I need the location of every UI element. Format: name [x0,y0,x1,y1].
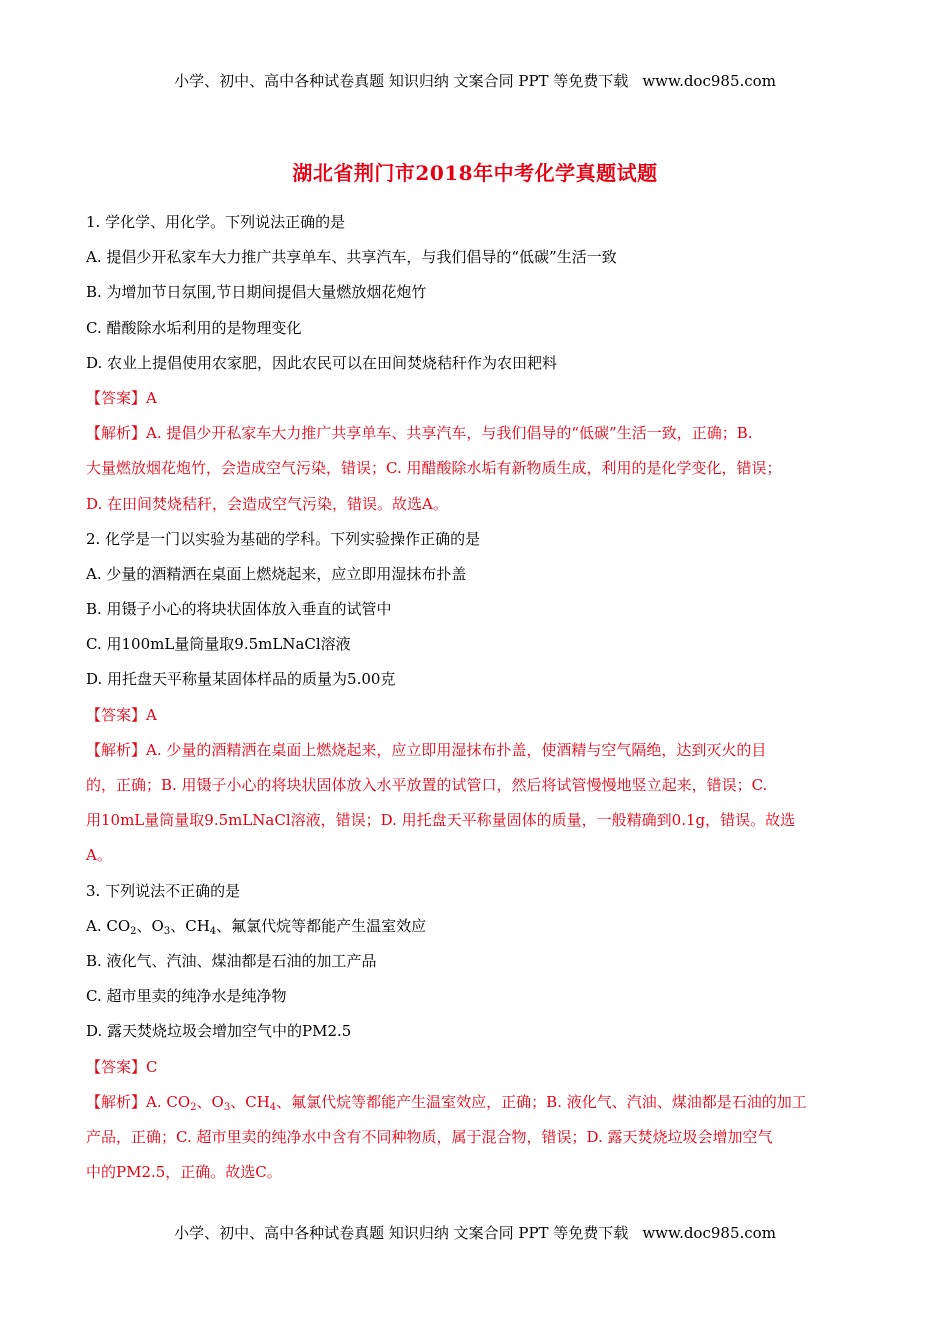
q1-option-a: A. 提倡少开私家车大力推广共享单车、共享汽车，与我们倡导的“低碳”生活一致 [86,248,617,267]
q2-option-a: A. 少量的酒精洒在桌面上燃烧起来，应立即用湿抹布扑盖 [86,564,467,583]
q1-answer: 【答案】A [86,388,157,407]
page-footer [0,1222,950,1243]
q3-option-c: C. 超市里卖的纯净水是纯净物 [86,987,287,1006]
q2-analysis-line: 【解析】A. 少量的酒精洒在桌面上燃烧起来，应立即用湿抹布扑盖，使酒精与空气隔绝，达到灭火的目 [86,740,767,759]
q3-analysis-line: 中的PM2.5，正确。故选C。 [86,1163,282,1182]
q1-option-c: C. 醋酸除水垢利用的是物理变化 [86,318,302,337]
q2-analysis-line: A。 [86,846,112,865]
q2-analysis-line: 的，正确；B. 用镊子小心的将块状固体放入水平放置的试管口，然后将试管慢慢地竖立起来，错误；C. [86,776,768,794]
q3-stem: 3. 下列说法不正确的是 [86,881,241,900]
header-site-link[interactable]: www.doc985.com [642,72,776,90]
q3-option-d: D. 露天焚烧垃圾会增加空气中的PM2.5 [86,1022,352,1041]
q3-analysis-line: 产品，正确；C. 超市里卖的纯净水中含有不同种物质，属于混合物，错误；D. 露天焚烧垃圾会增加空气 [86,1127,773,1146]
q3-option-b: B. 液化气、汽油、煤油都是石油的加工产品 [86,951,377,970]
q2-option-c: C. 用100mL量筒量取9.5mLNaCl溶液 [86,635,351,654]
q2-answer: 【答案】A [86,705,157,724]
footer-text: 小学、初中、高中各种试卷真题 知识归纳 文案合同 PPT 等免费下载 [174,1224,629,1242]
q2-option-b: B. 用镊子小心的将块状固体放入垂直的试管中 [86,600,392,619]
document-body [86,205,866,1190]
q1-analysis-line: 大量燃放烟花炮竹，会造成空气污染，错误；C. 用醋酸除水垢有新物质生成，利用的是化学变化，错误； [86,459,782,478]
q2-stem: 2. 化学是一门以实验为基础的学科。下列实验操作正确的是 [86,529,481,548]
footer-site-link[interactable]: www.doc985.com [642,1224,776,1242]
page-header [0,70,950,91]
q3-option-a: A. $CO_2$、$O_3$、$CH_4$、氟氯代烷等都能产生温室效应 [86,916,427,937]
document-title: 湖北省荆门市2018年中考化学真题试题 [292,161,658,185]
header-text: 小学、初中、高中各种试卷真题 知识归纳 文案合同 PPT 等免费下载 [174,72,629,90]
q1-option-d: D. 农业上提倡使用农家肥，因此农民可以在田间焚烧秸秆作为农田耙料 [86,353,558,372]
q3-analysis-line: 【解析】A. $CO_2$、$O_3$、$CH_4$、氟氯代烷等都能产生温室效应，正确；B. 液化气、汽油、煤油都是石油的加工 [86,1092,807,1113]
q2-analysis-line: 用10mL量筒量取9.5mLNaCl溶液，错误；D. 用托盘天平称量固体的质量，一般精确到0.1g，错误。故选 [86,811,796,830]
q1-option-b: B. 为增加节日氛围,节日期间提倡大量燃放烟花炮竹 [86,283,427,302]
q1-analysis-line: 【解析】A. 提倡少开私家车大力推广共享单车、共享汽车，与我们倡导的“低碳”生活一致，正确；B. [86,424,753,443]
q1-analysis-line: D. 在田间焚烧秸秆，会造成空气污染，错误。故选A。 [86,494,448,513]
q2-option-d: D. 用托盘天平称量某固体样品的质量为5.00克 [86,670,396,689]
q3-answer: 【答案】C [86,1057,158,1076]
q1-stem: 1. 学化学、用化学。下列说法正确的是 [86,213,346,231]
